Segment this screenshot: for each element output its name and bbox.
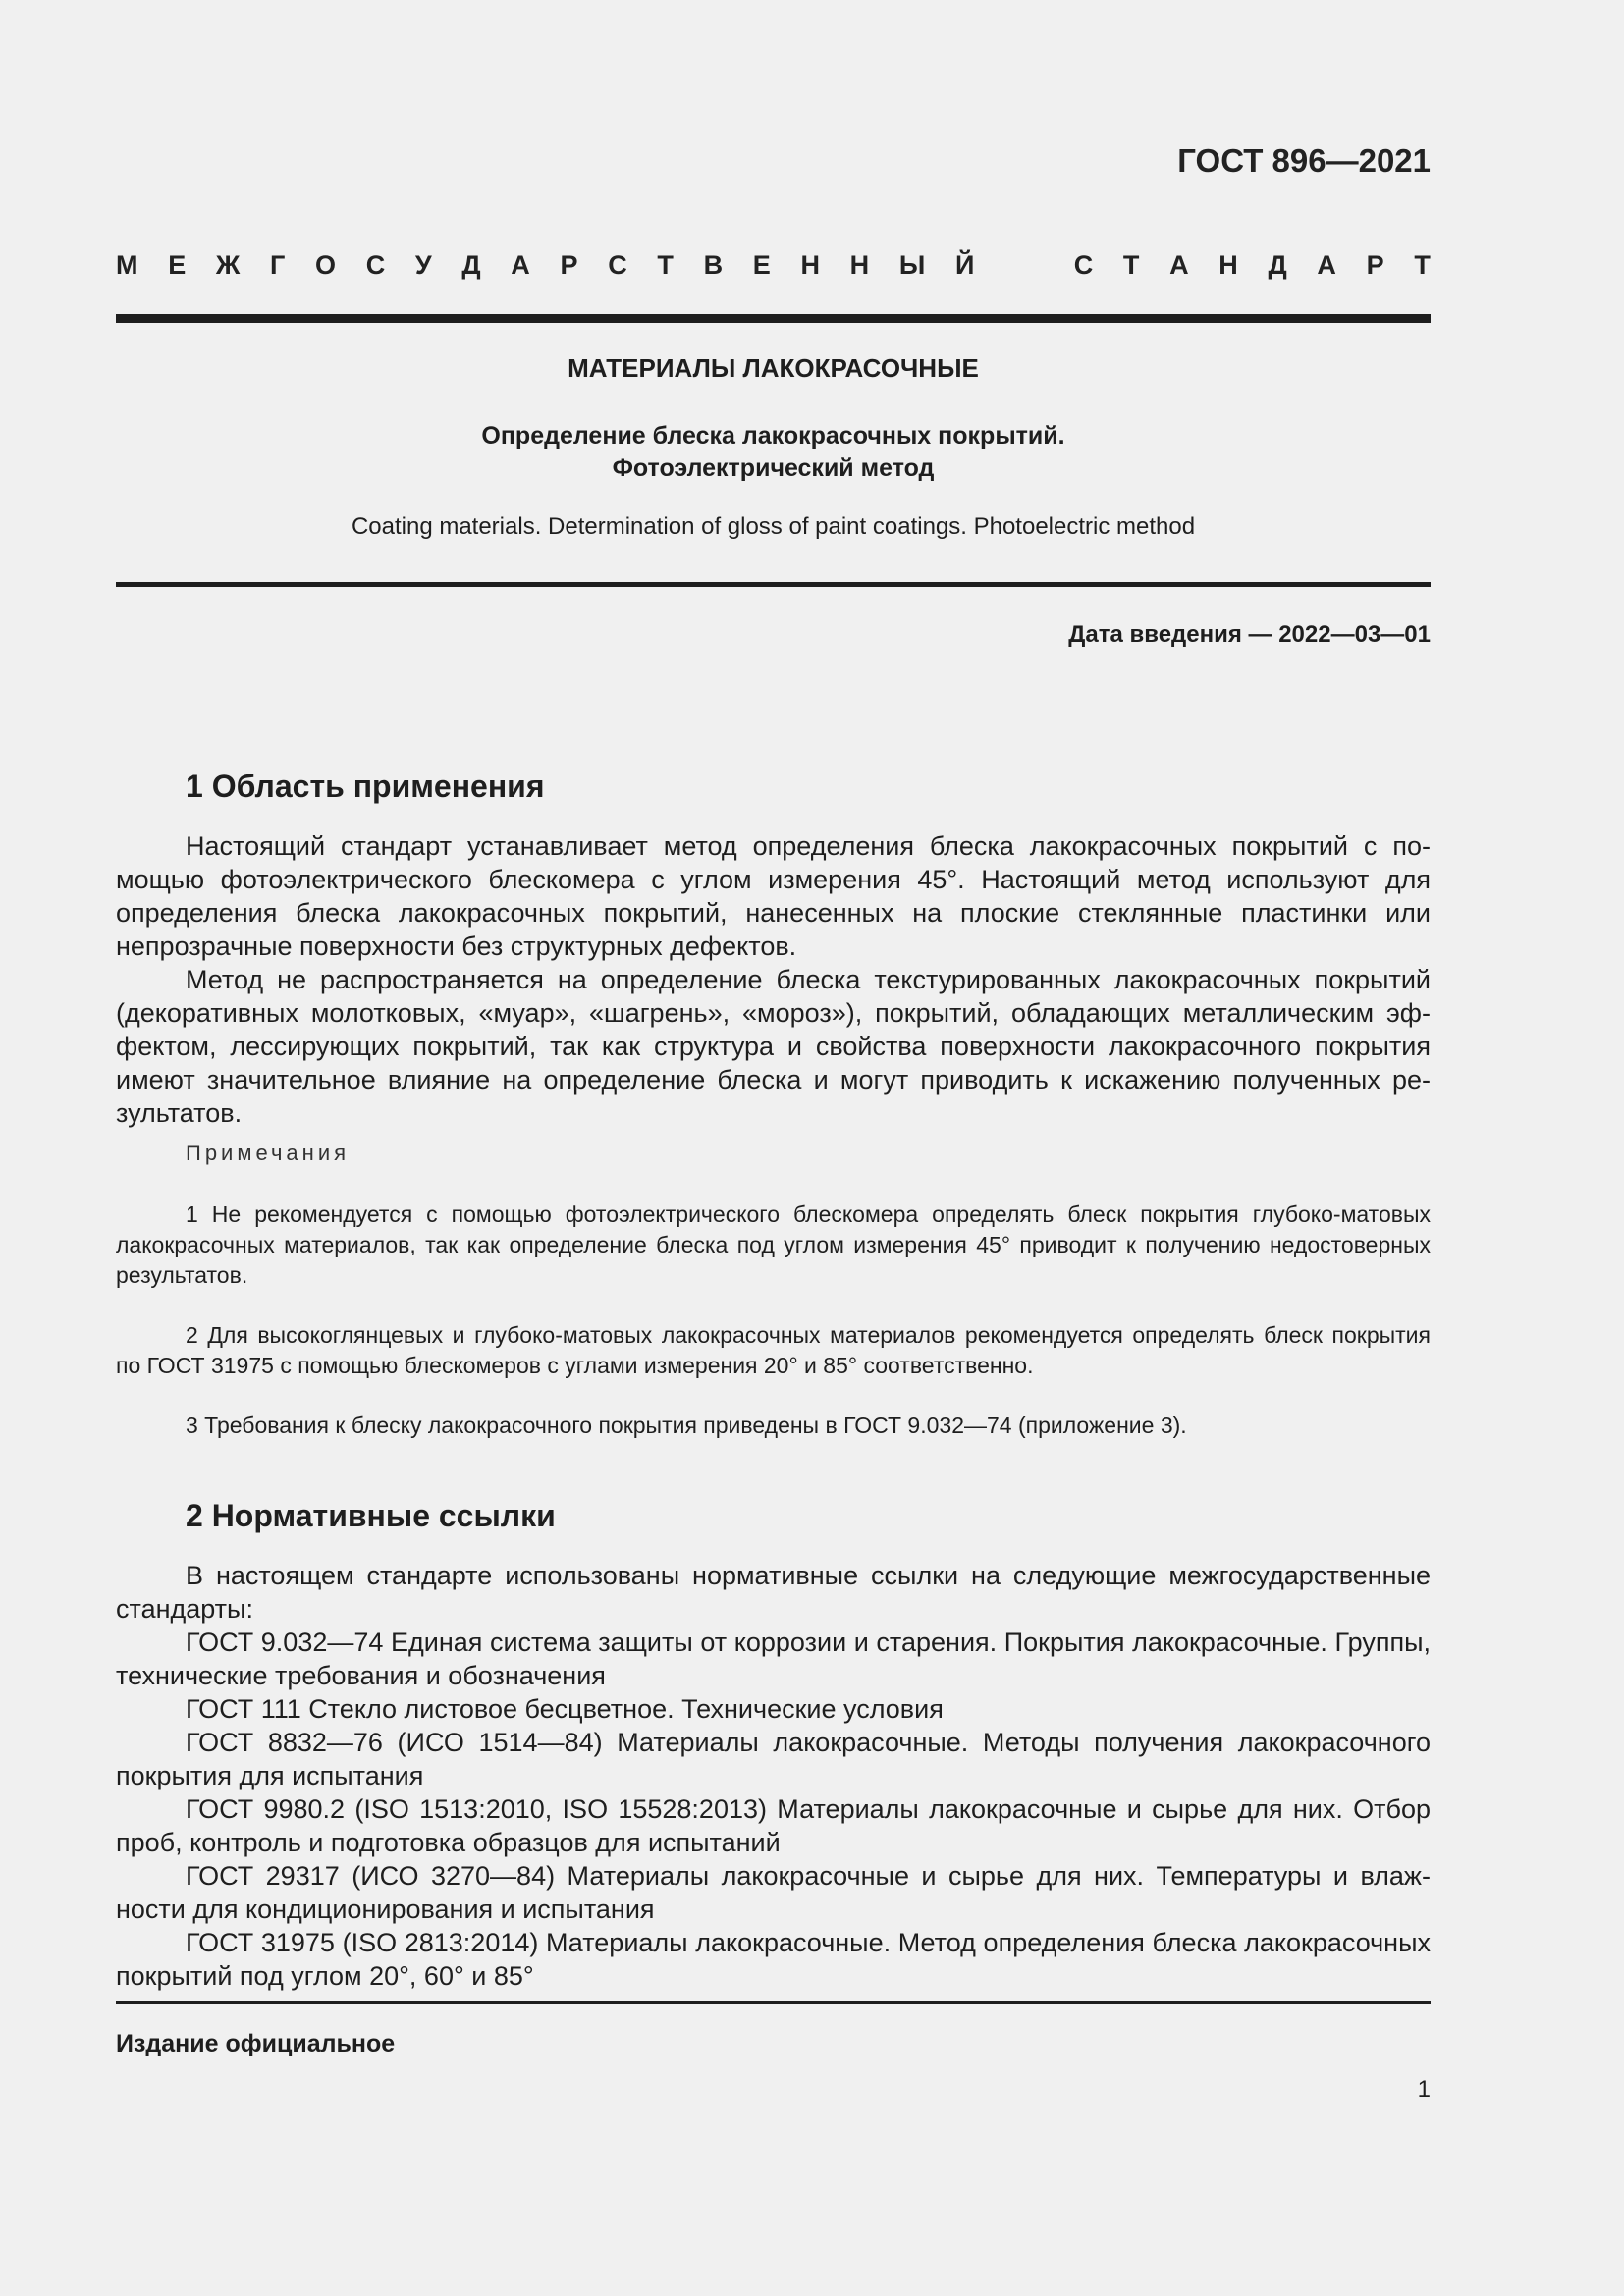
note-3 <box>116 1411 1431 1441</box>
reference-item: ГОСТ 111 Стекло листовое бесцветное. Технические условия <box>186 1694 944 1724</box>
banner-gap <box>1004 250 1044 281</box>
note-text: 3 Требования к блеску лакокрасочного покрытия приведены в ГОСТ 9.032—74 (приложение 3). <box>186 1413 1187 1438</box>
page-number: 1 <box>1417 2076 1431 2103</box>
note-2 <box>116 1320 1431 1381</box>
banner-letter: Й <box>954 250 975 280</box>
document-title: МАТЕРИАЛЫ ЛАКОКРАСОЧНЫЕ <box>568 353 979 383</box>
banner-letter: Н <box>800 250 820 280</box>
note-1 <box>116 1200 1431 1291</box>
reference-item: ГОСТ 9980.2 (ISO 1513:2010, ISO 15528:2013) Материалы лакокрасочные и сырье для них. Отбор проб, контроль и подготовка образцов для испытаний <box>116 1794 1431 1857</box>
reference-item: ГОСТ 8832—76 (ИСО 1514—84) Материалы лакокрасочные. Методы получения лакокрасочного покрытия для испытания <box>116 1728 1431 1790</box>
banner-letter: Н <box>849 250 870 280</box>
banner-letter: О <box>314 250 336 280</box>
introduction-date: Дата введения — 2022—03—01 <box>1068 621 1431 648</box>
section-1-heading: 1 Область применения <box>186 769 545 804</box>
banner-letter: Г <box>269 250 286 280</box>
reference-item: ГОСТ 29317 (ИСО 3270—84) Материалы лакокрасочные и сырье для них. Температуры и влажности для кондиционирования и испытания <box>116 1861 1431 1924</box>
banner-letter: Т <box>657 250 674 280</box>
subtitle-line: Фотоэлектрический метод <box>612 454 935 482</box>
banner-letter: Ж <box>215 250 241 280</box>
section-2-heading: 2 Нормативные ссылки <box>186 1498 556 1533</box>
section-1-body <box>116 829 1431 1130</box>
banner-letter: Д <box>461 250 481 280</box>
note-text: 1 Не рекомендуется с помощью фотоэлектрического блескомера определять блеск покрытия глубоко-матовых лакокрасочных материалов, так как определение блеска под углом измерения 45° приводит к получению недостоверных результатов. <box>116 1201 1431 1288</box>
paragraph: В настоящем стандарте использованы нормативные ссылки на следующие межгосударственные стандарты: <box>116 1561 1431 1624</box>
subtitle-line: Определение блеска лакокрасочных покрытий. <box>481 422 1065 450</box>
notes-heading: Примечания <box>186 1141 351 1165</box>
banner-letter: Т <box>1122 250 1140 280</box>
banner-letter: Ы <box>898 250 926 280</box>
banner-letter: А <box>1317 250 1336 280</box>
gost-code: ГОСТ 896—2021 <box>1177 142 1431 179</box>
banner-letter: Е <box>752 250 771 280</box>
banner-letter: С <box>1073 250 1094 280</box>
reference-item: ГОСТ 31975 (ISO 2813:2014) Материалы лакокрасочные. Метод определения блеска лакокрасочных покрытий под углом 20°, 60° и 85° <box>116 1928 1431 1991</box>
banner-letter: С <box>608 250 627 280</box>
banner-letter: Е <box>168 250 187 280</box>
section-2-body <box>116 1559 1431 1993</box>
banner-letter: Д <box>1268 250 1287 280</box>
reference-item: ГОСТ 9.032—74 Единая система защиты от коррозии и старения. Покрытия лакокрасочные. Группы, технические требования и обозначения <box>116 1628 1431 1690</box>
header-rule <box>116 314 1431 323</box>
paragraph: Настоящий стандарт устанавливает метод определения блеска лакокрасочных покрытий с помощью фотоэлектрического блескомера с углом измерения 45°. Настоящий метод используют для определения блеска лакокрасочных покрытий, нанесенных на плоские стеклянные пластинки или непрозрачные поверхности без структурных дефектов. <box>116 831 1431 961</box>
paragraph: Метод не распространяется на определение блеска текстурированных лакокрасочных покрытий (декоративных молотковых, «муар», «шагрень», «мороз»), покрытий, обладающих металлическим эффектом, лессирующих покрытий, так как структура и свойства поверхности лакокрасочного покрытия имеют значительное влияние на определение блеска и могут приводить к искажению полученных результатов. <box>116 965 1431 1128</box>
standard-banner <box>116 250 1431 281</box>
banner-letter: А <box>1169 250 1189 280</box>
title-rule <box>116 582 1431 587</box>
banner-letter: Р <box>1366 250 1384 280</box>
note-text: 2 Для высокоглянцевых и глубоко-матовых лакокрасочных материалов рекомендуется определять блеск покрытия по ГОСТ 31975 с помощью блескомеров с углами измерения 20° и 85° соответственно. <box>116 1322 1431 1378</box>
english-title: Coating materials. Determination of gloss of paint coatings. Photoelectric method <box>351 513 1196 540</box>
banner-letter: Т <box>1414 250 1431 280</box>
banner-letter: С <box>365 250 386 280</box>
banner-letter: Р <box>560 250 578 280</box>
banner-letter: В <box>703 250 724 280</box>
edition-label: Издание официальное <box>116 2030 396 2057</box>
document-subtitle <box>116 420 1431 485</box>
banner-letter: Н <box>1218 250 1238 280</box>
banner-letter: М <box>116 250 138 280</box>
banner-letter: У <box>414 250 432 280</box>
footer-rule <box>116 2001 1431 2004</box>
banner-letter: А <box>511 250 530 280</box>
